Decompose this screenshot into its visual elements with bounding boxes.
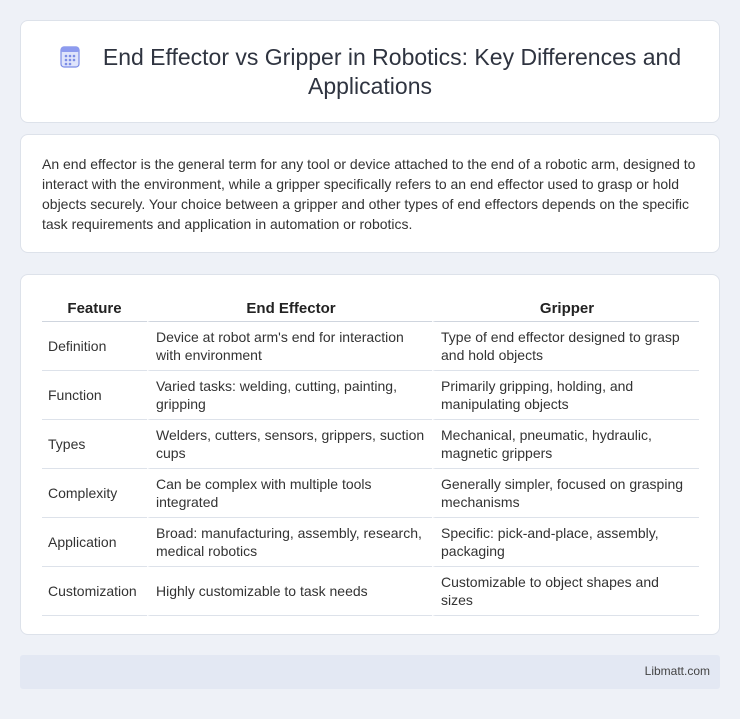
end-effector-cell: Highly customizable to task needs [147,567,432,616]
feature-cell: Application [42,518,147,567]
header-end-effector: End Effector [147,295,432,322]
footer-brand-link[interactable]: Libmatt.com [644,664,710,678]
end-effector-cell: Welders, cutters, sensors, grippers, suction cups [147,420,432,469]
footer-bar [20,655,720,689]
comparison-table [42,295,699,616]
table-row [42,371,699,420]
page-title [21,43,719,101]
end-effector-cell: Varied tasks: welding, cutting, painting, gripping [147,371,432,420]
document-list-icon [59,46,81,68]
title-card [20,20,720,123]
page-title-text: End Effector vs Gripper in Robotics: Key Differences and Applications [102,44,682,99]
table-row [42,518,699,567]
table-header-row [42,295,699,322]
comparison-table-card [20,274,720,635]
table-row [42,322,699,371]
feature-cell: Customization [42,567,147,616]
gripper-cell: Customizable to object shapes and sizes [432,567,699,616]
feature-cell: Definition [42,322,147,371]
gripper-cell: Type of end effector designed to grasp and hold objects [432,322,699,371]
header-gripper: Gripper [432,295,699,322]
table-row [42,420,699,469]
end-effector-cell: Can be complex with multiple tools integrated [147,469,432,518]
gripper-cell: Mechanical, pneumatic, hydraulic, magnetic grippers [432,420,699,469]
intro-paragraph: An end effector is the general term for any tool or device attached to the end of a robotic arm, designed to interact with the environment, while a gripper specifically refers to an end effector used to grasp or hold objects securely. Your choice between a gripper and other types of end effectors depends on the specific task requirements and application in automation or robotics. [42,156,696,232]
intro-card [20,134,720,253]
gripper-cell: Specific: pick-and-place, assembly, packaging [432,518,699,567]
gripper-cell: Generally simpler, focused on grasping mechanisms [432,469,699,518]
feature-cell: Function [42,371,147,420]
end-effector-cell: Device at robot arm's end for interaction with environment [147,322,432,371]
table-row [42,469,699,518]
feature-cell: Complexity [42,469,147,518]
table-row [42,567,699,616]
gripper-cell: Primarily gripping, holding, and manipulating objects [432,371,699,420]
feature-cell: Types [42,420,147,469]
end-effector-cell: Broad: manufacturing, assembly, research, medical robotics [147,518,432,567]
header-feature: Feature [42,295,147,322]
